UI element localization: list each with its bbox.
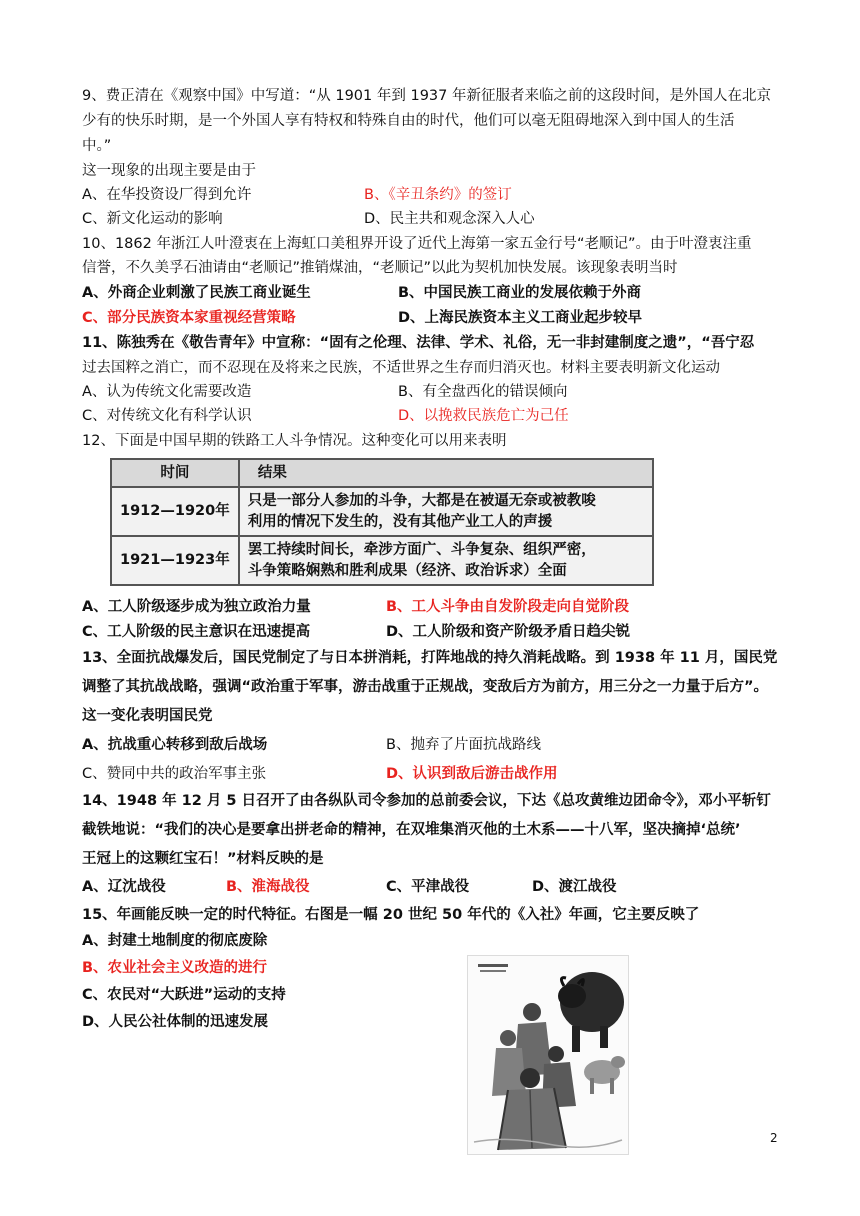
q10-option-a: A、外商企业刺激了民族工商业诞生 [82, 285, 311, 301]
rushe-painting-image [467, 955, 629, 1155]
q14-option-b-answer: B、淮海战役 [226, 879, 310, 895]
q11-stem-line-2: 过去国粹之消亡，而不忍现在及将来之民族，不适世界之生存而归消灭也。材料主要表明新文化运动 [82, 360, 720, 376]
q13-stem-line-2: 调整了其抗战战略，强调“政治重于军事，游击战重于正规战，变敌后方为前方，用三分之一力量于后方”。 [82, 679, 769, 695]
q14-stem-line-1: 14、1948 年 12 月 5 日召开了由各纵队司令参加的总前委会议，下达《总攻黄维边团命令》，邓小平斩钉 [82, 793, 771, 809]
q9-stem-line-1: 9、费正清在《观察中国》中写道：“从 1901 年到 1937 年新征服者来临之前的这段时间，是外国人在北京 [82, 88, 771, 104]
q9-option-a: A、在华投资设厂得到允许 [82, 187, 252, 203]
table-header-result-label: 结果 [257, 464, 287, 481]
q11-stem-line-1: 11、陈独秀在《敬告青年》中宣称：“固有之伦理、法律、学术、礼俗，无一非封建制度之遗”，“吾宁忍 [82, 335, 755, 351]
table-header-time: 时间 [111, 459, 239, 487]
q12-option-a: A、工人阶级逐步成为独立政治力量 [82, 599, 311, 615]
q12-option-b-answer: B、工人斗争由自发阶段走向自觉阶段 [386, 599, 630, 615]
q15-option-a: A、封建土地制度的彻底废除 [82, 933, 268, 949]
q9-option-c: C、新文化运动的影响 [82, 211, 223, 227]
q14-stem-line-2: 截铁地说：“我们的决心是要拿出拼老命的精神，在双堆集消灭他的土木系——十八军，坚决摘掉‘总统’ [82, 822, 741, 838]
ink-painting-farmers-with-ox-icon [468, 956, 628, 1154]
table-row-2-result-line-1: 罢工持续时间长，牵涉方面广、斗争复杂、组织严密， [247, 541, 596, 558]
q15-option-d: D、人民公社体制的迅速发展 [82, 1014, 269, 1030]
q10-option-b: B、中国民族工商业的发展依赖于外商 [398, 285, 642, 301]
q10-stem-line-1: 10、1862 年浙江人叶澄衷在上海虹口美租界开设了近代上海第一家五金行号“老顺记”。由于叶澄衷注重 [82, 236, 752, 252]
q14-option-a: A、辽沈战役 [82, 879, 166, 895]
q12-option-d: D、工人阶级和资产阶级矛盾日趋尖锐 [386, 624, 631, 640]
table-row-1-result-line-2: 利用的情况下发生的，没有其他产业工人的声援 [247, 513, 553, 530]
q9-option-d: D、民主共和观念深入人心 [364, 211, 535, 227]
q13-stem-line-1: 13、全面抗战爆发后，国民党制定了与日本拼消耗，打阵地战的持久消耗战略。到 1938 年 11 月，国民党 [82, 650, 778, 666]
q11-option-a: A、认为传统文化需要改造 [82, 384, 252, 400]
q10-stem-line-2: 信誉，不久美孚石油请由“老顺记”推销煤油，“老顺记”以此为契机加快发展。该现象表明当时 [82, 260, 678, 276]
q11-option-c: C、对传统文化有科学认识 [82, 408, 252, 424]
table-row-1-result [239, 487, 653, 536]
q9-stem-line-2: 少有的快乐时期，是一个外国人享有特权和特殊自由的时代，他们可以毫无阻碍地深入到中国人的生活 [82, 113, 735, 129]
q12-stem: 12、下面是中国早期的铁路工人斗争情况。这种变化可以用来表明 [82, 433, 507, 449]
q9-stem-line-3: 中。” [82, 138, 112, 154]
q10-option-d: D、上海民族资本主义工商业起步较早 [398, 310, 643, 326]
table-row-1-result-line-1: 只是一部分人参加的斗争，大都是在被逼无奈或被教唆 [247, 492, 596, 509]
table-row-2-result [239, 536, 653, 585]
q15-option-c: C、农民对“大跃进”运动的支持 [82, 987, 286, 1003]
q13-option-a: A、抗战重心转移到敌后战场 [82, 737, 268, 753]
q13-option-c: C、赞同中共的政治军事主张 [82, 766, 267, 782]
q14-option-c: C、平津战役 [386, 879, 470, 895]
page-number: 2 [770, 1131, 778, 1145]
q9-option-b-answer: B、《辛丑条约》的签订 [364, 187, 512, 203]
q11-option-d-answer: D、以挽救民族危亡为己任 [398, 408, 569, 424]
q14-stem-line-3: 王冠上的这颗红宝石！”材料反映的是 [82, 851, 324, 867]
q13-option-b: B、抛弃了片面抗战路线 [386, 737, 541, 753]
q10-option-c-answer: C、部分民族资本家重视经营策略 [82, 310, 296, 326]
q15-option-b-answer: B、农业社会主义改造的进行 [82, 960, 268, 976]
table-row-2-time: 1921—1923年 [111, 536, 239, 585]
table-header-row [111, 459, 653, 487]
table-row [111, 487, 653, 536]
q15-stem: 15、年画能反映一定的时代特征。右图是一幅 20 世纪 50 年代的《入社》年画，它主要反映了 [82, 907, 700, 923]
table-row [111, 536, 653, 585]
table-header-result [239, 459, 653, 487]
q9-stem-line-4: 这一现象的出现主要是由于 [82, 163, 256, 179]
q13-stem-line-3: 这一变化表明国民党 [82, 708, 213, 724]
q12-option-c: C、工人阶级的民主意识在迅速提高 [82, 624, 311, 640]
q14-option-d: D、渡江战役 [532, 879, 617, 895]
table-row-1-time: 1912—1920年 [111, 487, 239, 536]
q13-option-d-answer: D、认识到敌后游击战作用 [386, 766, 558, 782]
table-row-2-result-line-2: 斗争策略娴熟和胜利成果（经济、政治诉求）全面 [247, 562, 567, 579]
q11-option-b: B、有全盘西化的错误倾向 [398, 384, 568, 400]
railway-struggle-table [110, 458, 654, 586]
